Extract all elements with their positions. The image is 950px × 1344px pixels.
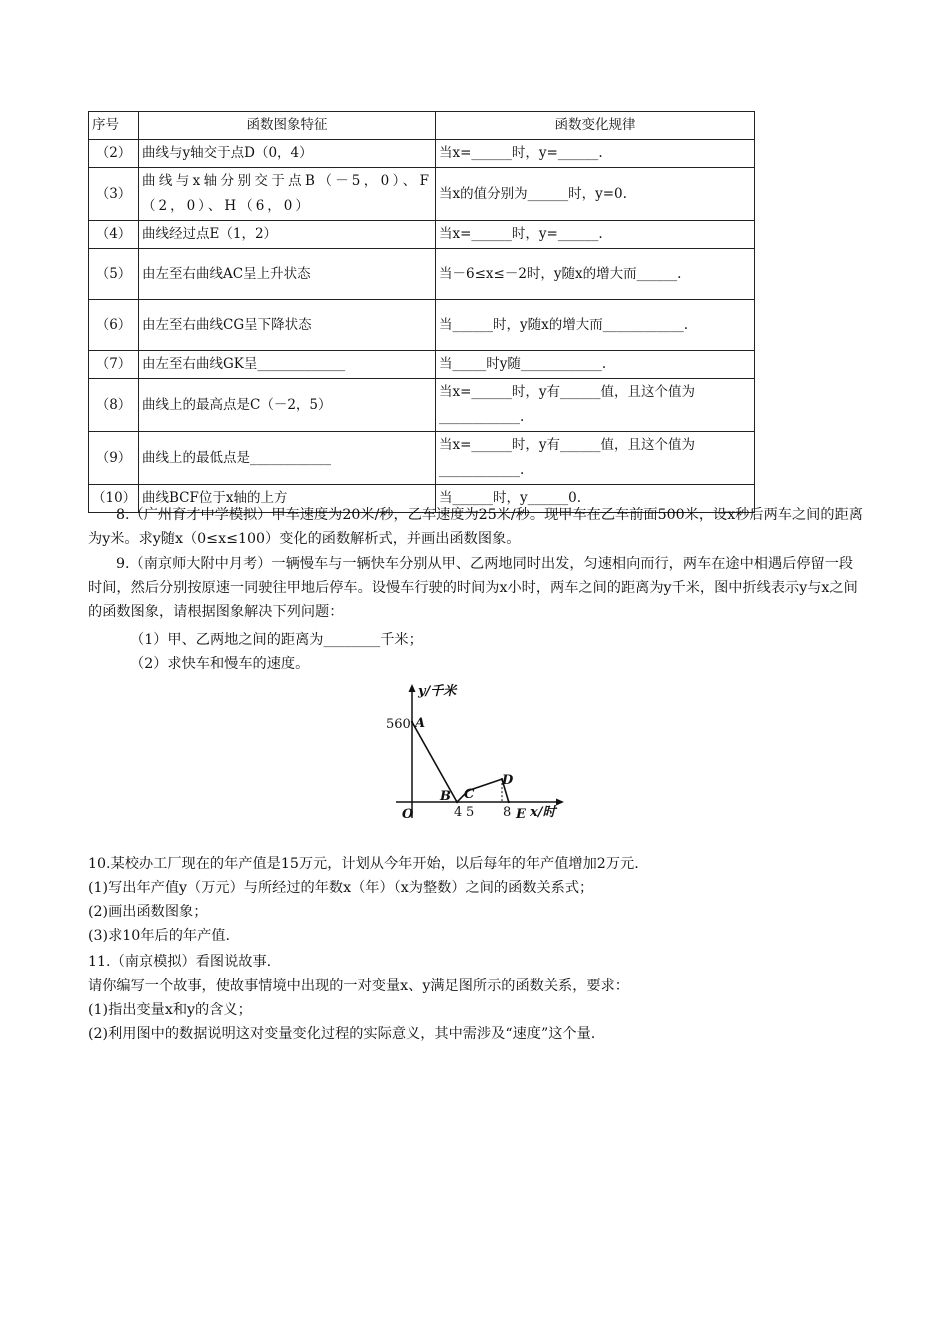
problem-11-part-1: (1)指出变量x和y的含义； (88, 1002, 252, 1018)
row-rule: 当______时，y______0. (436, 485, 755, 513)
problem-11-part-2: (2)利用图中的数据说明这对变量变化过程的实际意义，其中需涉及“速度”这个量. (88, 1026, 596, 1042)
row-rule: 当x=______时，y有______值，且这个值为____________. (436, 379, 755, 432)
problem-9-part-1: （1）甲、乙两地之间的距离为________千米； (130, 632, 423, 648)
graph-point-1 (456, 801, 458, 803)
x-axis-label: x/时 (530, 805, 556, 820)
row-seq: （9） (89, 432, 139, 485)
row-feature: 曲线BCF位于x轴的上方 (139, 485, 436, 513)
problem-10-part-3: (3)求10年后的年产值. (88, 928, 230, 944)
table-row (89, 300, 755, 351)
y-tick-560: 560 (386, 717, 411, 732)
row-seq: （5） (89, 249, 139, 300)
point-label-e: E (516, 807, 526, 822)
graph-point-0 (411, 721, 413, 723)
row-rule: 当______时，y随x的增大而____________. (436, 300, 755, 351)
point-label-a: A (415, 716, 426, 731)
row-seq: （10） (89, 485, 139, 513)
x-tick-8: 8 (503, 805, 512, 820)
header-seq: 序号 (89, 112, 139, 140)
table-row (89, 221, 755, 249)
row-rule: 当x=______时，y=______. (436, 140, 755, 168)
row-feature: 曲线上的最高点是C（－2，5） (139, 379, 436, 432)
table-row (89, 140, 755, 168)
table-row (89, 351, 755, 379)
point-label-d: D (502, 773, 514, 788)
row-seq: （4） (89, 221, 139, 249)
row-feature: 曲线与y轴交于点D（0，4） (139, 140, 436, 168)
x-tick-5: 5 (466, 805, 475, 820)
row-feature: 由左至右曲线CG呈下降状态 (139, 300, 436, 351)
table-header-row (89, 112, 755, 140)
x-axis-arrow (556, 799, 564, 806)
y-axis-arrow (409, 684, 416, 692)
graph-points (411, 721, 510, 803)
problem-9-part-2: （2）求快车和慢车的速度。 (130, 656, 310, 672)
row-feature: 曲线与x轴分别交于点B（－5，0）、F（2，0）、H（6，0） (139, 168, 436, 221)
row-rule: 当x的值分别为______时，y=0. (436, 168, 755, 221)
y-axis-label: y/千米 (418, 684, 457, 699)
problem-11-intro: 请你编写一个故事，使故事情境中出现的一对变量x、y满足图所示的函数关系，要求： (88, 978, 629, 994)
problem-10: 10.某校办工厂现在的年产值是15万元，计划从今年开始，以后每年的年产值增加2万元. (88, 856, 639, 872)
graph-point-4 (508, 801, 510, 803)
row-feature: 由左至右曲线AC呈上升状态 (139, 249, 436, 300)
row-rule: 当_____时y随____________. (436, 351, 755, 379)
problem-10-part-2: (2)画出函数图象； (88, 904, 208, 920)
point-label-b: B (440, 789, 451, 804)
row-seq: （7） (89, 351, 139, 379)
row-feature: 由左至右曲线GK呈_____________ (139, 351, 436, 379)
table-row (89, 249, 755, 300)
row-seq: （2） (89, 140, 139, 168)
row-seq: （6） (89, 300, 139, 351)
problem-10-part-1: (1)写出年产值y（万元）与所经过的年数x（年）（x为整数）之间的函数关系式； (88, 880, 594, 896)
row-feature: 曲线上的最低点是____________ (139, 432, 436, 485)
problem-8: 8.（广州育才中学模拟）甲车速度为20米/秒，乙车速度为25米/秒。现甲车在乙车前面500米，设x秒后两车之间的距离为y米。求y随x（0≤x≤100）变化的函数解析式，并画出函数图象。 (88, 507, 863, 547)
row-rule: 当x=______时，y=______. (436, 221, 755, 249)
header-feature: 函数图象特征 (139, 112, 436, 140)
row-seq: （3） (89, 168, 139, 221)
table-row (89, 432, 755, 485)
point-label-c: C (464, 787, 475, 802)
row-seq: （8） (89, 379, 139, 432)
origin-label: O (402, 807, 414, 822)
row-rule: 当－6≤x≤－2时，y随x的增大而______. (436, 249, 755, 300)
row-feature: 曲线经过点E（1，2） (139, 221, 436, 249)
problem-11: 11.（南京模拟）看图说故事. (88, 954, 272, 970)
header-rule: 函数变化规律 (436, 112, 755, 140)
table-row (89, 379, 755, 432)
x-tick-4: 4 (454, 805, 463, 820)
table-row (89, 168, 755, 221)
problem-9: 9.（南京师大附中月考）一辆慢车与一辆快车分别从甲、乙两地同时出发，匀速相向而行，两车在途中相遇后停留一段时间，然后分别按原速一同驶往甲地后停车。设慢车行驶的时间为x小时，两车之间的距离为y千米，图中折线表示y与x之间的函数图象，请根据图象解决下列问题： (88, 556, 858, 620)
function-table (88, 111, 755, 513)
row-rule: 当x=______时，y有______值，且这个值为____________. (436, 432, 755, 485)
distance-time-graph (382, 682, 572, 824)
series-line (412, 722, 509, 802)
axes (396, 684, 564, 818)
